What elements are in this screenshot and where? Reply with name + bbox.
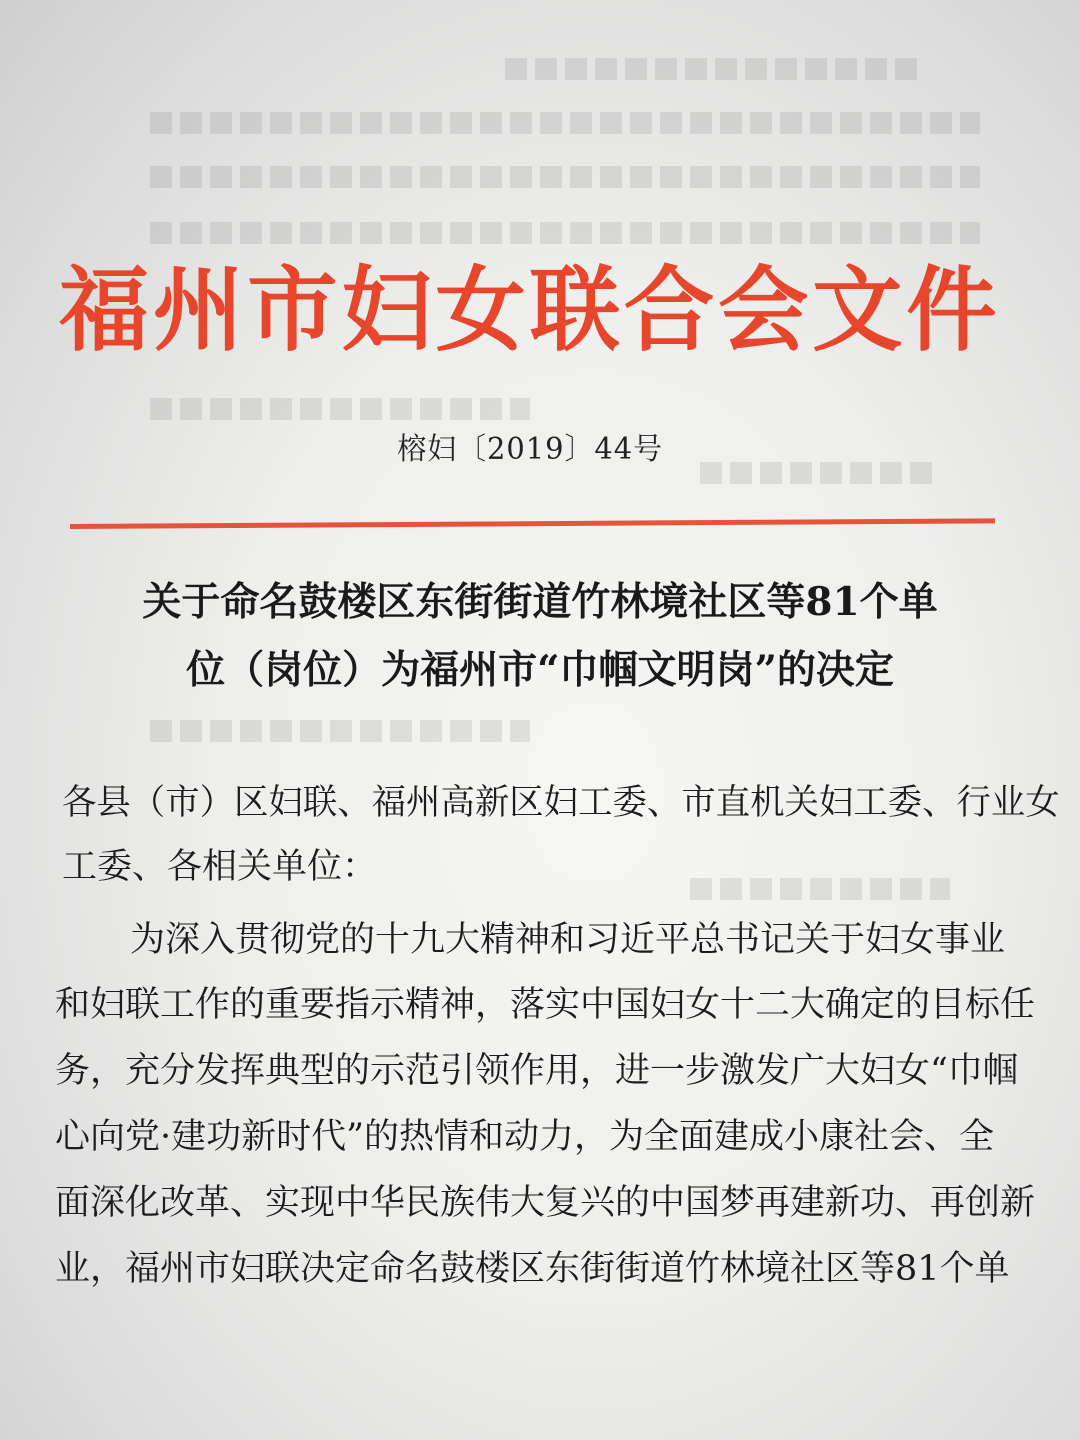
red-divider-line [70, 518, 995, 529]
salutation-line: 各县（市）区妇联、福州高新区妇工委、市直机关妇工委、行业女 [62, 783, 1060, 823]
show-through-line [0, 112, 1080, 136]
document-number: 榕妇〔2019〕44号 [397, 432, 664, 467]
document-header: 福州市妇女联合会文件 [58, 256, 1001, 364]
body-line: 为深入贯彻党的十九大精神和习近平总书记关于妇女事业 [130, 920, 1006, 960]
document-title [40, 568, 1040, 704]
show-through-line [0, 720, 1080, 744]
title-line: 位（岗位）为福州市“巾帼文明岗”的决定 [186, 647, 894, 693]
body-line: 心向党·建功新时代”的热情和动力，为全面建成小康社会、全 [55, 1117, 995, 1157]
show-through-line [0, 58, 1080, 82]
title-line: 关于命名鼓楼区东街街道竹林境社区等81个单 [142, 579, 938, 625]
body-line: 务，充分发挥典型的示范引领作用，进一步激发广大妇女“巾帼 [55, 1051, 1018, 1091]
body-line: 和妇联工作的重要指示精神，落实中国妇女十二大确定的目标任 [55, 985, 1036, 1025]
show-through-line [0, 166, 1080, 190]
body-line: 面深化改革、实现中华民族伟大复兴的中国梦再建新功、再创新 [55, 1183, 1036, 1223]
salutation-line: 工委、各相关单位： [62, 847, 378, 887]
show-through-line [0, 398, 1080, 422]
show-through-line [0, 222, 1080, 246]
body-line: 业，福州市妇联决定命名鼓楼区东街街道竹林境社区等81个单 [55, 1249, 1010, 1289]
